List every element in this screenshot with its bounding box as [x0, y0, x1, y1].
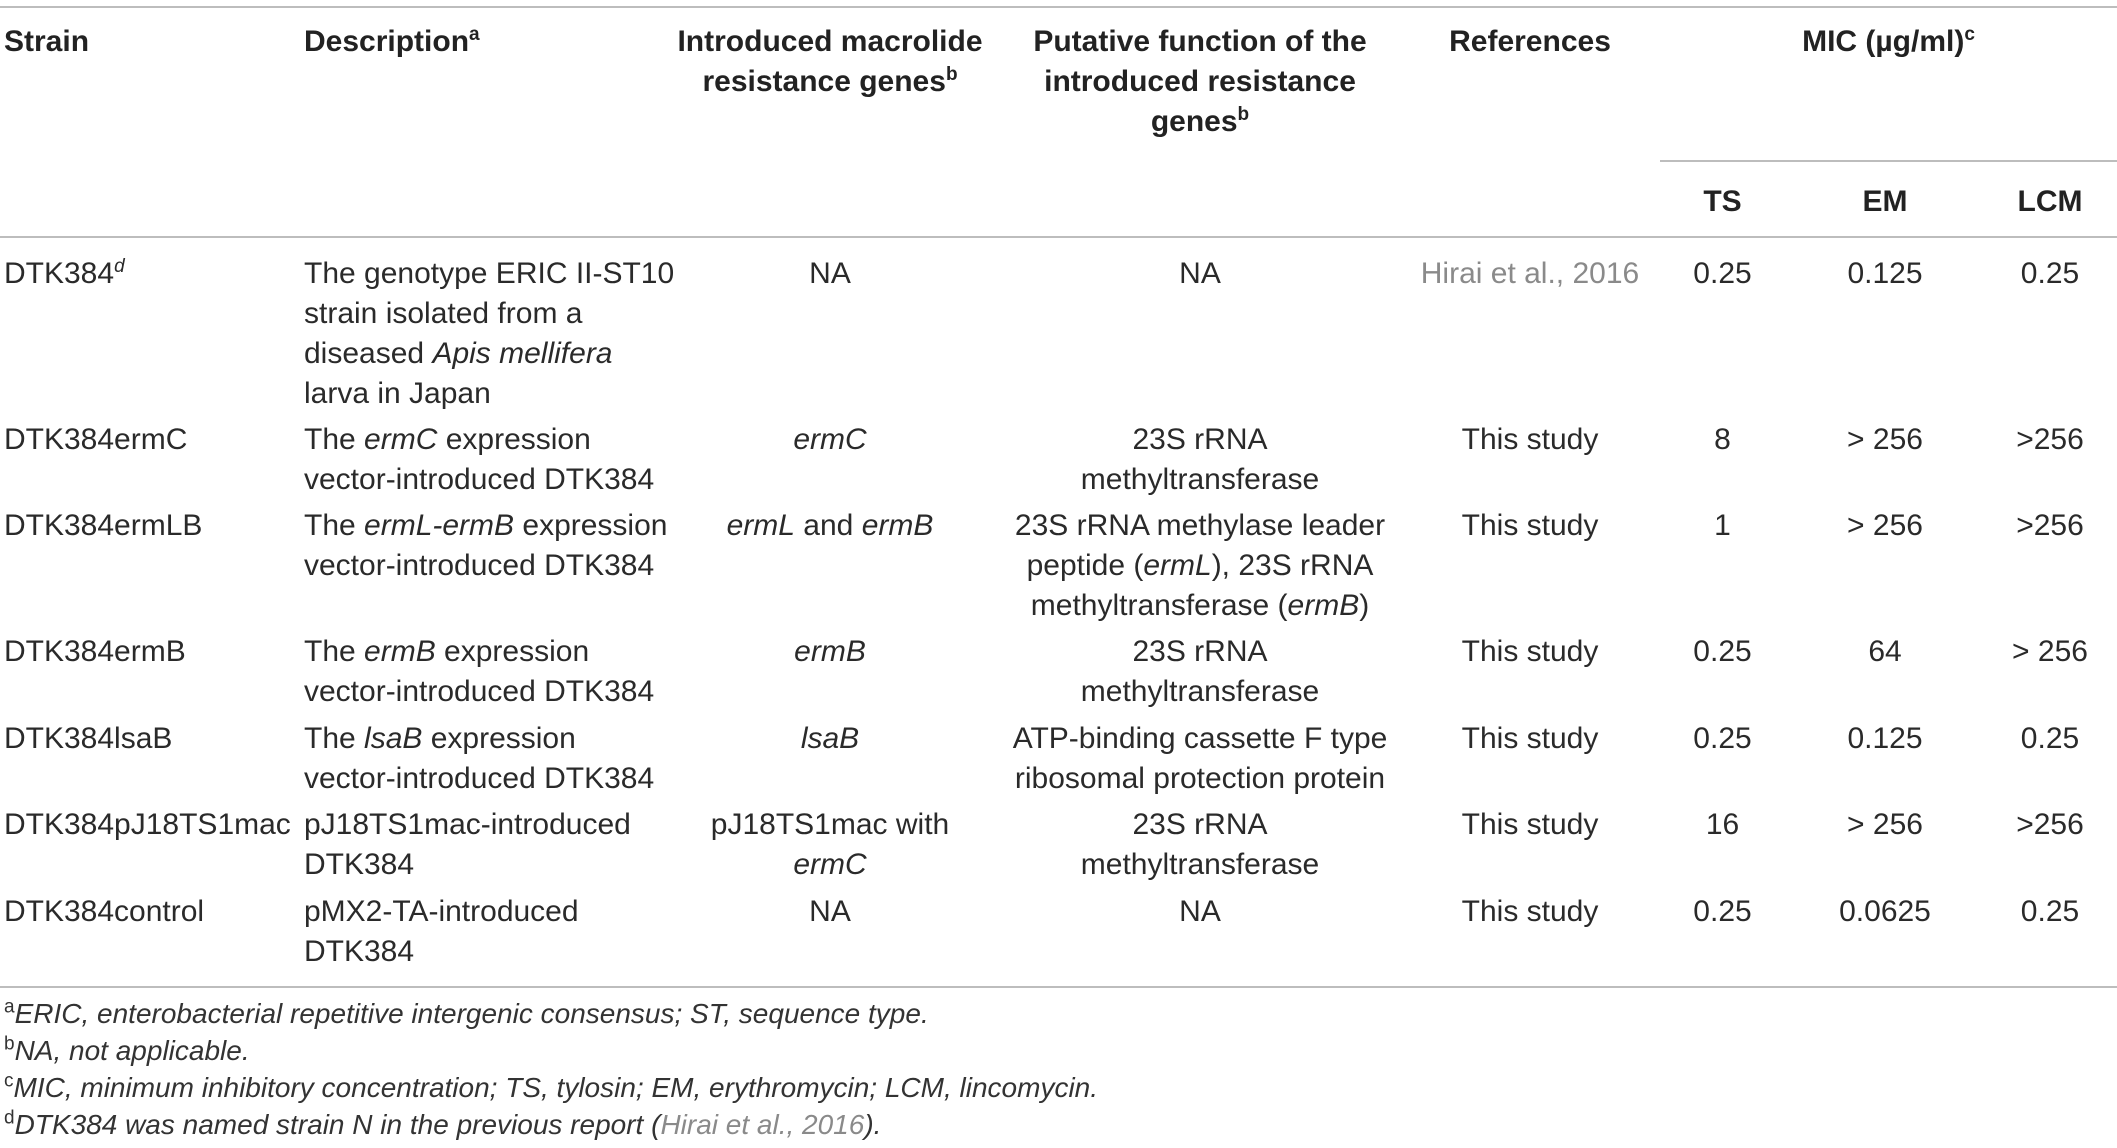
reference-text: This study [1461, 509, 1599, 542]
cell-em [1785, 420, 1985, 460]
function-text: 23S rRNA methyltransferase [1080, 635, 1320, 708]
desc-line: larva in Japan [304, 377, 491, 410]
genes-text: NA [809, 257, 851, 290]
footnote-text: NA, not applicable. [14, 1035, 250, 1066]
desc-line: vector-introduced DTK384 [304, 463, 655, 496]
function-line: 23S rRNA methylase leader [1014, 509, 1386, 542]
cell-function [1010, 420, 1390, 500]
desc-line: The genotype ERIC II-ST10 [304, 257, 675, 290]
function-text: NA [1179, 895, 1221, 928]
table-bottom-rule [0, 986, 2117, 988]
cell-reference [1400, 719, 1660, 759]
footnote-text: MIC, minimum inhibitory concentration; TS, tylosin; EM, erythromycin; LCM, lincomycin. [13, 1072, 1099, 1103]
reference-text: This study [1461, 808, 1599, 841]
lcm-value: >256 [2016, 509, 2084, 542]
cell-description [304, 805, 631, 885]
header-function [1010, 22, 1390, 142]
cell-reference [1400, 506, 1660, 546]
desc-line: pMX2-TA-introduced [304, 895, 579, 928]
header-genes [640, 22, 1020, 102]
desc-line: vector-introduced DTK384 [304, 549, 655, 582]
cell-description [304, 892, 579, 972]
desc-italic: ermB [364, 635, 436, 668]
function-text: methyltransferase ( [1030, 589, 1288, 622]
cell-reference [1400, 892, 1660, 932]
footnote-reference-link[interactable]: Hirai et al., 2016 [660, 1109, 865, 1140]
strain-name: DTK384lsaB [4, 722, 173, 755]
cell-lcm [1985, 892, 2115, 932]
strain-name: DTK384 [4, 257, 115, 290]
cell-ts [1660, 892, 1785, 932]
cell-lcm [1985, 805, 2115, 845]
strain-name: DTK384ermC [4, 423, 188, 456]
lcm-value: 0.25 [2020, 895, 2080, 928]
cell-lcm [1985, 632, 2115, 672]
header-function-line3: genes [1150, 105, 1238, 138]
cell-description [304, 506, 667, 586]
desc-line: strain isolated from a [304, 297, 583, 330]
cell-strain [4, 805, 291, 845]
desc-text: The [304, 635, 365, 668]
desc-line: pJ18TS1mac-introduced [304, 808, 631, 841]
footnote-b [4, 1033, 250, 1069]
desc-italic: Apis mellifera [432, 337, 613, 370]
desc-line: DTK384 [304, 935, 415, 968]
reference-text: This study [1461, 635, 1599, 668]
cell-description [304, 719, 654, 799]
header-strain [4, 22, 89, 62]
function-line: ribosomal protection protein [1014, 762, 1386, 795]
desc-text: The [304, 423, 365, 456]
cell-em [1785, 506, 1985, 546]
top-rule [0, 6, 2117, 8]
desc-text: expression [514, 509, 668, 542]
cell-em [1785, 805, 1985, 845]
cell-lcm [1985, 420, 2115, 460]
strain-name: DTK384pJ18TS1mac [4, 808, 291, 841]
header-mic [1660, 22, 2117, 62]
function-italic: ermB [1287, 589, 1360, 622]
cell-description [304, 420, 654, 500]
reference-text: This study [1461, 895, 1599, 928]
cell-description [304, 254, 674, 414]
ts-value: 16 [1705, 808, 1740, 841]
cell-strain [4, 506, 202, 546]
cell-genes [640, 719, 1020, 759]
cell-ts [1660, 506, 1785, 546]
footnote-mark: d [4, 1107, 15, 1129]
cell-ts [1660, 719, 1785, 759]
desc-text: The [304, 722, 365, 755]
mic-subheader-rule [1660, 160, 2117, 162]
ts-value: 0.25 [1693, 257, 1752, 290]
desc-italic: ermC [364, 423, 438, 456]
desc-text: expression [435, 635, 590, 668]
header-lcm [1985, 182, 2115, 222]
function-text: peptide ( [1026, 549, 1144, 582]
reference-link[interactable]: Hirai et al., 2016 [1420, 257, 1640, 290]
header-description [304, 22, 480, 62]
ts-value: 0.25 [1693, 635, 1752, 668]
genes-italic: ermC [793, 848, 867, 881]
cell-description [304, 632, 654, 712]
em-value: 64 [1868, 635, 1902, 668]
header-strain-label: Strain [4, 25, 90, 58]
ts-value: 0.25 [1693, 722, 1752, 755]
header-bottom-rule [0, 236, 2117, 238]
ts-value: 0.25 [1693, 895, 1752, 928]
header-em-label: EM [1862, 185, 1908, 218]
desc-italic: ermL-ermB [364, 509, 515, 542]
footnote-mark: b [4, 1033, 15, 1055]
cell-ts [1660, 632, 1785, 672]
cell-genes [640, 805, 1020, 885]
header-description-label: Description [304, 25, 470, 58]
header-ts-label: TS [1703, 185, 1742, 218]
cell-lcm [1985, 254, 2115, 294]
header-function-line2: introduced resistance [1044, 65, 1356, 98]
cell-em [1785, 719, 1985, 759]
header-description-sup: a [469, 24, 480, 45]
function-line: ATP-binding cassette F type [1012, 722, 1388, 755]
reference-text: This study [1461, 423, 1599, 456]
cell-function [1010, 632, 1390, 712]
cell-em [1785, 254, 1985, 294]
em-value: > 256 [1847, 509, 1923, 542]
header-em [1785, 182, 1985, 222]
cell-strain [4, 420, 187, 460]
genes-italic: ermL [726, 509, 795, 542]
header-mic-label: MIC (µg/ml) [1802, 25, 1965, 58]
header-references-label: References [1449, 25, 1611, 58]
function-text: NA [1179, 257, 1221, 290]
genes-text: lsaB [800, 722, 860, 755]
cell-function [1010, 892, 1390, 932]
strain-sup: d [114, 256, 125, 277]
em-value: > 256 [1847, 808, 1923, 841]
genes-text: NA [809, 895, 851, 928]
header-ts [1660, 182, 1785, 222]
strain-name: DTK384ermLB [4, 509, 203, 542]
cell-function [1010, 805, 1390, 885]
function-italic: ermL [1143, 549, 1212, 582]
footnote-c [4, 1070, 1098, 1106]
genes-line: pJ18TS1mac with [710, 808, 950, 841]
header-lcm-label: LCM [2017, 185, 2083, 218]
footnote-text: ). [864, 1109, 882, 1140]
strain-name: DTK384ermB [4, 635, 186, 668]
header-genes-line2: resistance genes [702, 65, 946, 98]
header-references [1400, 22, 1660, 62]
em-value: 0.125 [1847, 722, 1923, 755]
cell-genes [640, 892, 1020, 932]
cell-genes [640, 632, 1020, 672]
cell-lcm [1985, 506, 2115, 546]
cell-function [1010, 506, 1390, 626]
desc-line: vector-introduced DTK384 [304, 675, 655, 708]
cell-ts [1660, 805, 1785, 845]
function-text: 23S rRNA methyltransferase [1080, 808, 1320, 881]
desc-text: The [304, 509, 365, 542]
cell-strain [4, 632, 186, 672]
lcm-value: 0.25 [2020, 257, 2080, 290]
lcm-value: >256 [2016, 423, 2084, 456]
reference-text: This study [1461, 722, 1599, 755]
cell-strain [4, 719, 172, 759]
header-genes-sup: b [945, 64, 958, 85]
header-function-line1: Putative function of the [1033, 25, 1367, 58]
desc-italic: lsaB [364, 722, 423, 755]
cell-genes [640, 420, 1020, 460]
lcm-value: 0.25 [2020, 722, 2080, 755]
header-function-sup: b [1237, 104, 1250, 125]
cell-em [1785, 892, 1985, 932]
desc-line: DTK384 [304, 848, 415, 881]
footnote-mark: a [4, 996, 15, 1018]
header-mic-sup: c [1964, 24, 1975, 45]
footnote-a [4, 996, 929, 1032]
ts-value: 8 [1714, 423, 1731, 456]
em-value: 0.0625 [1839, 895, 1931, 928]
cell-reference [1400, 632, 1660, 672]
desc-text: expression [422, 722, 576, 755]
genes-text: and [794, 509, 862, 542]
cell-reference [1400, 805, 1660, 845]
header-genes-line1: Introduced macrolide [677, 25, 983, 58]
cell-reference-link[interactable] [1400, 254, 1660, 294]
cell-function [1010, 719, 1390, 799]
lcm-value: > 256 [2012, 635, 2088, 668]
desc-line: vector-introduced DTK384 [304, 762, 655, 795]
function-text: ), 23S rRNA [1211, 549, 1374, 582]
desc-text: expression [437, 423, 591, 456]
cell-strain [4, 254, 125, 294]
footnote-d [4, 1107, 881, 1143]
cell-function [1010, 254, 1390, 294]
cell-genes [640, 254, 1020, 294]
cell-em [1785, 632, 1985, 672]
cell-strain [4, 892, 204, 932]
em-value: 0.125 [1847, 257, 1923, 290]
cell-lcm [1985, 719, 2115, 759]
genes-italic: ermB [861, 509, 934, 542]
footnote-text: ERIC, enterobacterial repetitive intergenic consensus; ST, sequence type. [14, 998, 929, 1029]
genes-text: ermB [794, 635, 866, 668]
ts-value: 1 [1714, 509, 1731, 542]
function-text: ) [1359, 589, 1370, 622]
footnote-mark: c [4, 1070, 14, 1092]
cell-ts [1660, 254, 1785, 294]
cell-reference [1400, 420, 1660, 460]
footnote-text: DTK384 was named strain N in the previous report ( [14, 1109, 661, 1140]
lcm-value: >256 [2016, 808, 2084, 841]
desc-text: diseased [304, 337, 433, 370]
function-text: 23S rRNA methyltransferase [1080, 423, 1320, 496]
genes-text: ermC [793, 423, 867, 456]
cell-ts [1660, 420, 1785, 460]
cell-genes [640, 506, 1020, 546]
strain-name: DTK384control [4, 895, 205, 928]
em-value: > 256 [1847, 423, 1923, 456]
